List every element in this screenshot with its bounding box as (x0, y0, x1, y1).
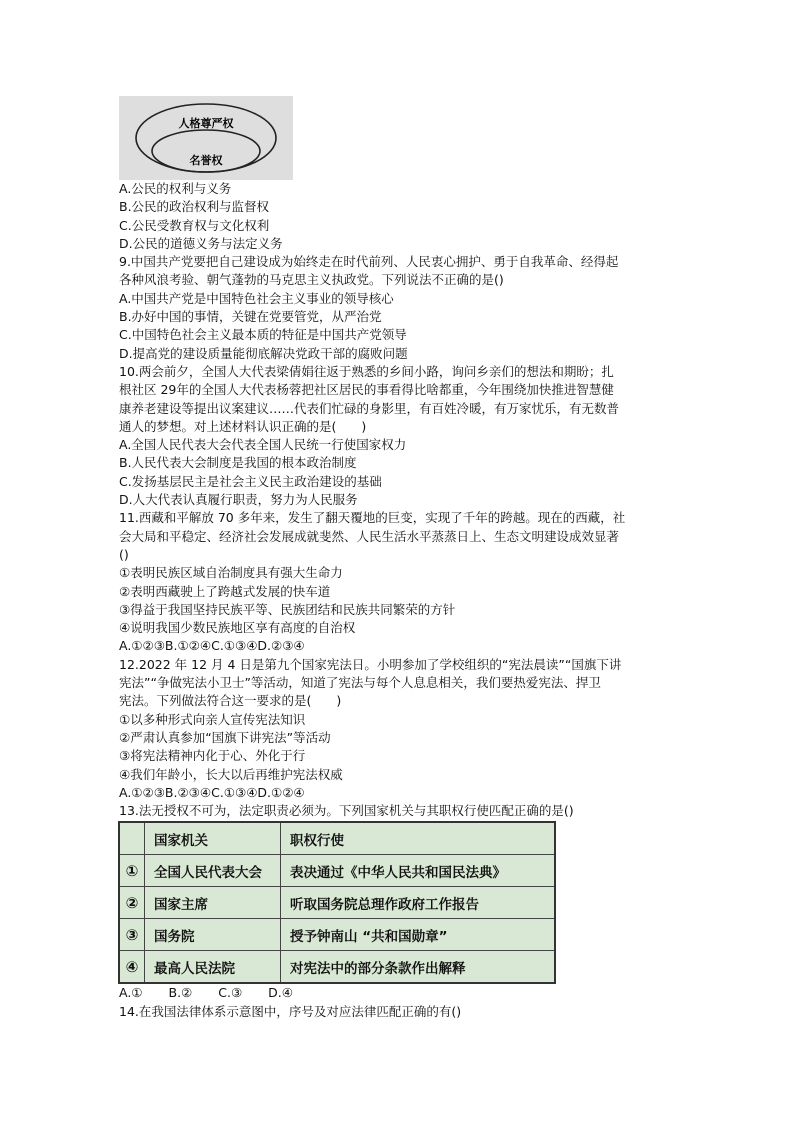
q10-stem-line: 康养老建设等提出议案建议……代表们忙碌的身影里，有百姓冷暖，有万家忧乐，有无数普 (119, 400, 620, 416)
question-11 (119, 509, 679, 655)
q10-stem-line: 根社区 29年的全国人大代表杨蓉把社区居民的事看得比啥都重，今年围绕加快推进智慧健 (119, 382, 614, 398)
q11-stem-line: 会大局和平稳定、经济社会发展成就斐然、人民生活水平蒸蒸日上、生态文明建设成效显著 (119, 528, 620, 544)
q14-stem: 14.在我国法律体系示意图中，序号及对应法律匹配正确的有() (119, 1003, 462, 1019)
table-header-row (119, 822, 555, 855)
q8-option-c: C.公民受教育权与文化权利 (119, 217, 270, 233)
q10-stem-line: 10.两会前夕，全国人大代表梁倩娟往返于熟悉的乡间小路，询问乡亲们的想法和期盼；扎 (119, 363, 614, 379)
table-row (119, 887, 555, 919)
table-cell-power: 听取国务院总理作政府工作报告 (281, 887, 556, 919)
q9-option-c: C.中国特色社会主义最本质的特征是中国共产党领导 (119, 327, 407, 343)
inner-label: 名誉权 (189, 154, 223, 167)
question-14 (119, 1003, 679, 1021)
q10-option-b: B.人民代表大会制度是我国的根本政治制度 (119, 455, 357, 471)
rights-diagram (119, 96, 293, 180)
q10-option-c: C.发扬基层民主是社会主义民主政治建设的基础 (119, 473, 382, 489)
exam-page (119, 96, 679, 1021)
q8-option-a: A.公民的权利与义务 (119, 181, 232, 196)
q12-stem-line: 宪法”“争做宪法小卫士”等活动，知道了宪法与每个人息息相关，我们要热爱宪法、捍卫 (119, 675, 601, 691)
q13-options (119, 984, 679, 1002)
q9-option-a: A.中国共产党是中国特色社会主义事业的领导核心 (119, 290, 394, 306)
q10-option-d: D.人大代表认真履行职责，努力为人民服务 (119, 492, 358, 508)
q11-item-2: ②表明西藏驶上了跨越式发展的快车道 (119, 583, 331, 599)
table-cell-number: ③ (119, 919, 145, 951)
table-header-cell: 国家机关 (145, 822, 281, 855)
table-cell-number: ④ (119, 951, 145, 984)
table-cell-power: 对宪法中的部分条款作出解释 (281, 951, 556, 984)
table-row (119, 951, 555, 984)
table-cell-organ: 最高人民法院 (145, 951, 281, 984)
q11-stem-line: () (119, 546, 129, 562)
question-10 (119, 363, 679, 509)
table-row (119, 855, 555, 887)
q9-option-d: D.提高党的建设质量能彻底解决党政干部的腐败问题 (119, 345, 408, 361)
q13-stem: 13.法无授权不可为，法定职责必须为。下列国家机关与其职权行使匹配正确的是() (119, 803, 574, 819)
table-cell-number: ② (119, 887, 145, 919)
q12-stem-line: 宪法。下列做法符合这一要求的是( ) (119, 693, 342, 709)
q12-options: A.①②③B.②③④C.①③④D.①②④ (119, 784, 305, 800)
q13-table (118, 821, 556, 984)
q11-item-3: ③得益于我国坚持民族平等、民族团结和民族共同繁荣的方针 (119, 601, 456, 617)
rights-diagram-svg (119, 96, 293, 180)
q9-stem-line: 9.中国共产党要把自己建设成为始终走在时代前列、人民衷心拥护、勇于自我革命、经得起 (119, 254, 619, 270)
question-12 (119, 656, 679, 802)
table-header-cell: 职权行使 (281, 822, 556, 855)
q11-options: A.①②③B.①②④C.①③④D.②③④ (119, 638, 305, 654)
question-13 (119, 802, 679, 1003)
q10-stem-line: 通人的梦想。对上述材料认识正确的是( ) (119, 418, 367, 434)
q10-option-a: A.全国人民代表大会代表全国人民统一行使国家权力 (119, 437, 407, 453)
q9-stem-line: 各种风浪考验、朝气蓬勃的马克思主义执政党。下列说法不正确的是() (119, 272, 504, 288)
q12-item-1: ①以多种形式向亲人宣传宪法知识 (119, 711, 306, 727)
table-row (119, 919, 555, 951)
table-cell-power: 授予钟南山 “共和国勋章” (281, 919, 556, 951)
q11-item-1: ①表明民族区域自治制度具有强大生命力 (119, 565, 343, 581)
q12-item-3: ③将宪法精神内化于心、外化于行 (119, 748, 306, 764)
q11-stem-line: 11.西藏和平解放 70 多年来，发生了翻天覆地的巨变，实现了千年的跨越。现在的西藏，社 (119, 510, 626, 526)
table-cell-number: ① (119, 855, 145, 887)
table-cell-organ: 全国人民代表大会 (145, 855, 281, 887)
q13-option-d: D.④ (268, 985, 293, 1001)
outer-label: 人格尊严权 (178, 117, 234, 130)
q13-option-b: B.② (168, 985, 193, 1001)
q13-option-a: A.① (119, 985, 143, 1001)
q8-option-b: B.公民的政治权利与监督权 (119, 199, 270, 215)
table-cell-power: 表决通过《中华人民共和国民法典》 (281, 855, 556, 887)
table-cell-organ: 国务院 (145, 919, 281, 951)
q12-item-4: ④我们年龄小，长大以后再维护宪法权威 (119, 766, 343, 782)
q8-option-d: D.公民的道德义务与法定义务 (119, 235, 283, 251)
table-cell-organ: 国家主席 (145, 887, 281, 919)
q9-option-b: B.办好中国的事情，关键在党要管党，从严治党 (119, 309, 382, 325)
q12-stem-line: 12.2022 年 12 月 4 日是第九个国家宪法日。小明参加了学校组织的“宪法晨读”“国旗下讲 (119, 656, 622, 672)
q13-option-c: C.③ (218, 985, 243, 1001)
table-header-cell (119, 822, 145, 855)
q12-item-2: ②严肃认真参加“国旗下讲宪法”等活动 (119, 729, 331, 745)
q11-item-4: ④说明我国少数民族地区享有高度的自治权 (119, 620, 356, 636)
q8-options (119, 180, 679, 253)
question-9 (119, 253, 679, 363)
